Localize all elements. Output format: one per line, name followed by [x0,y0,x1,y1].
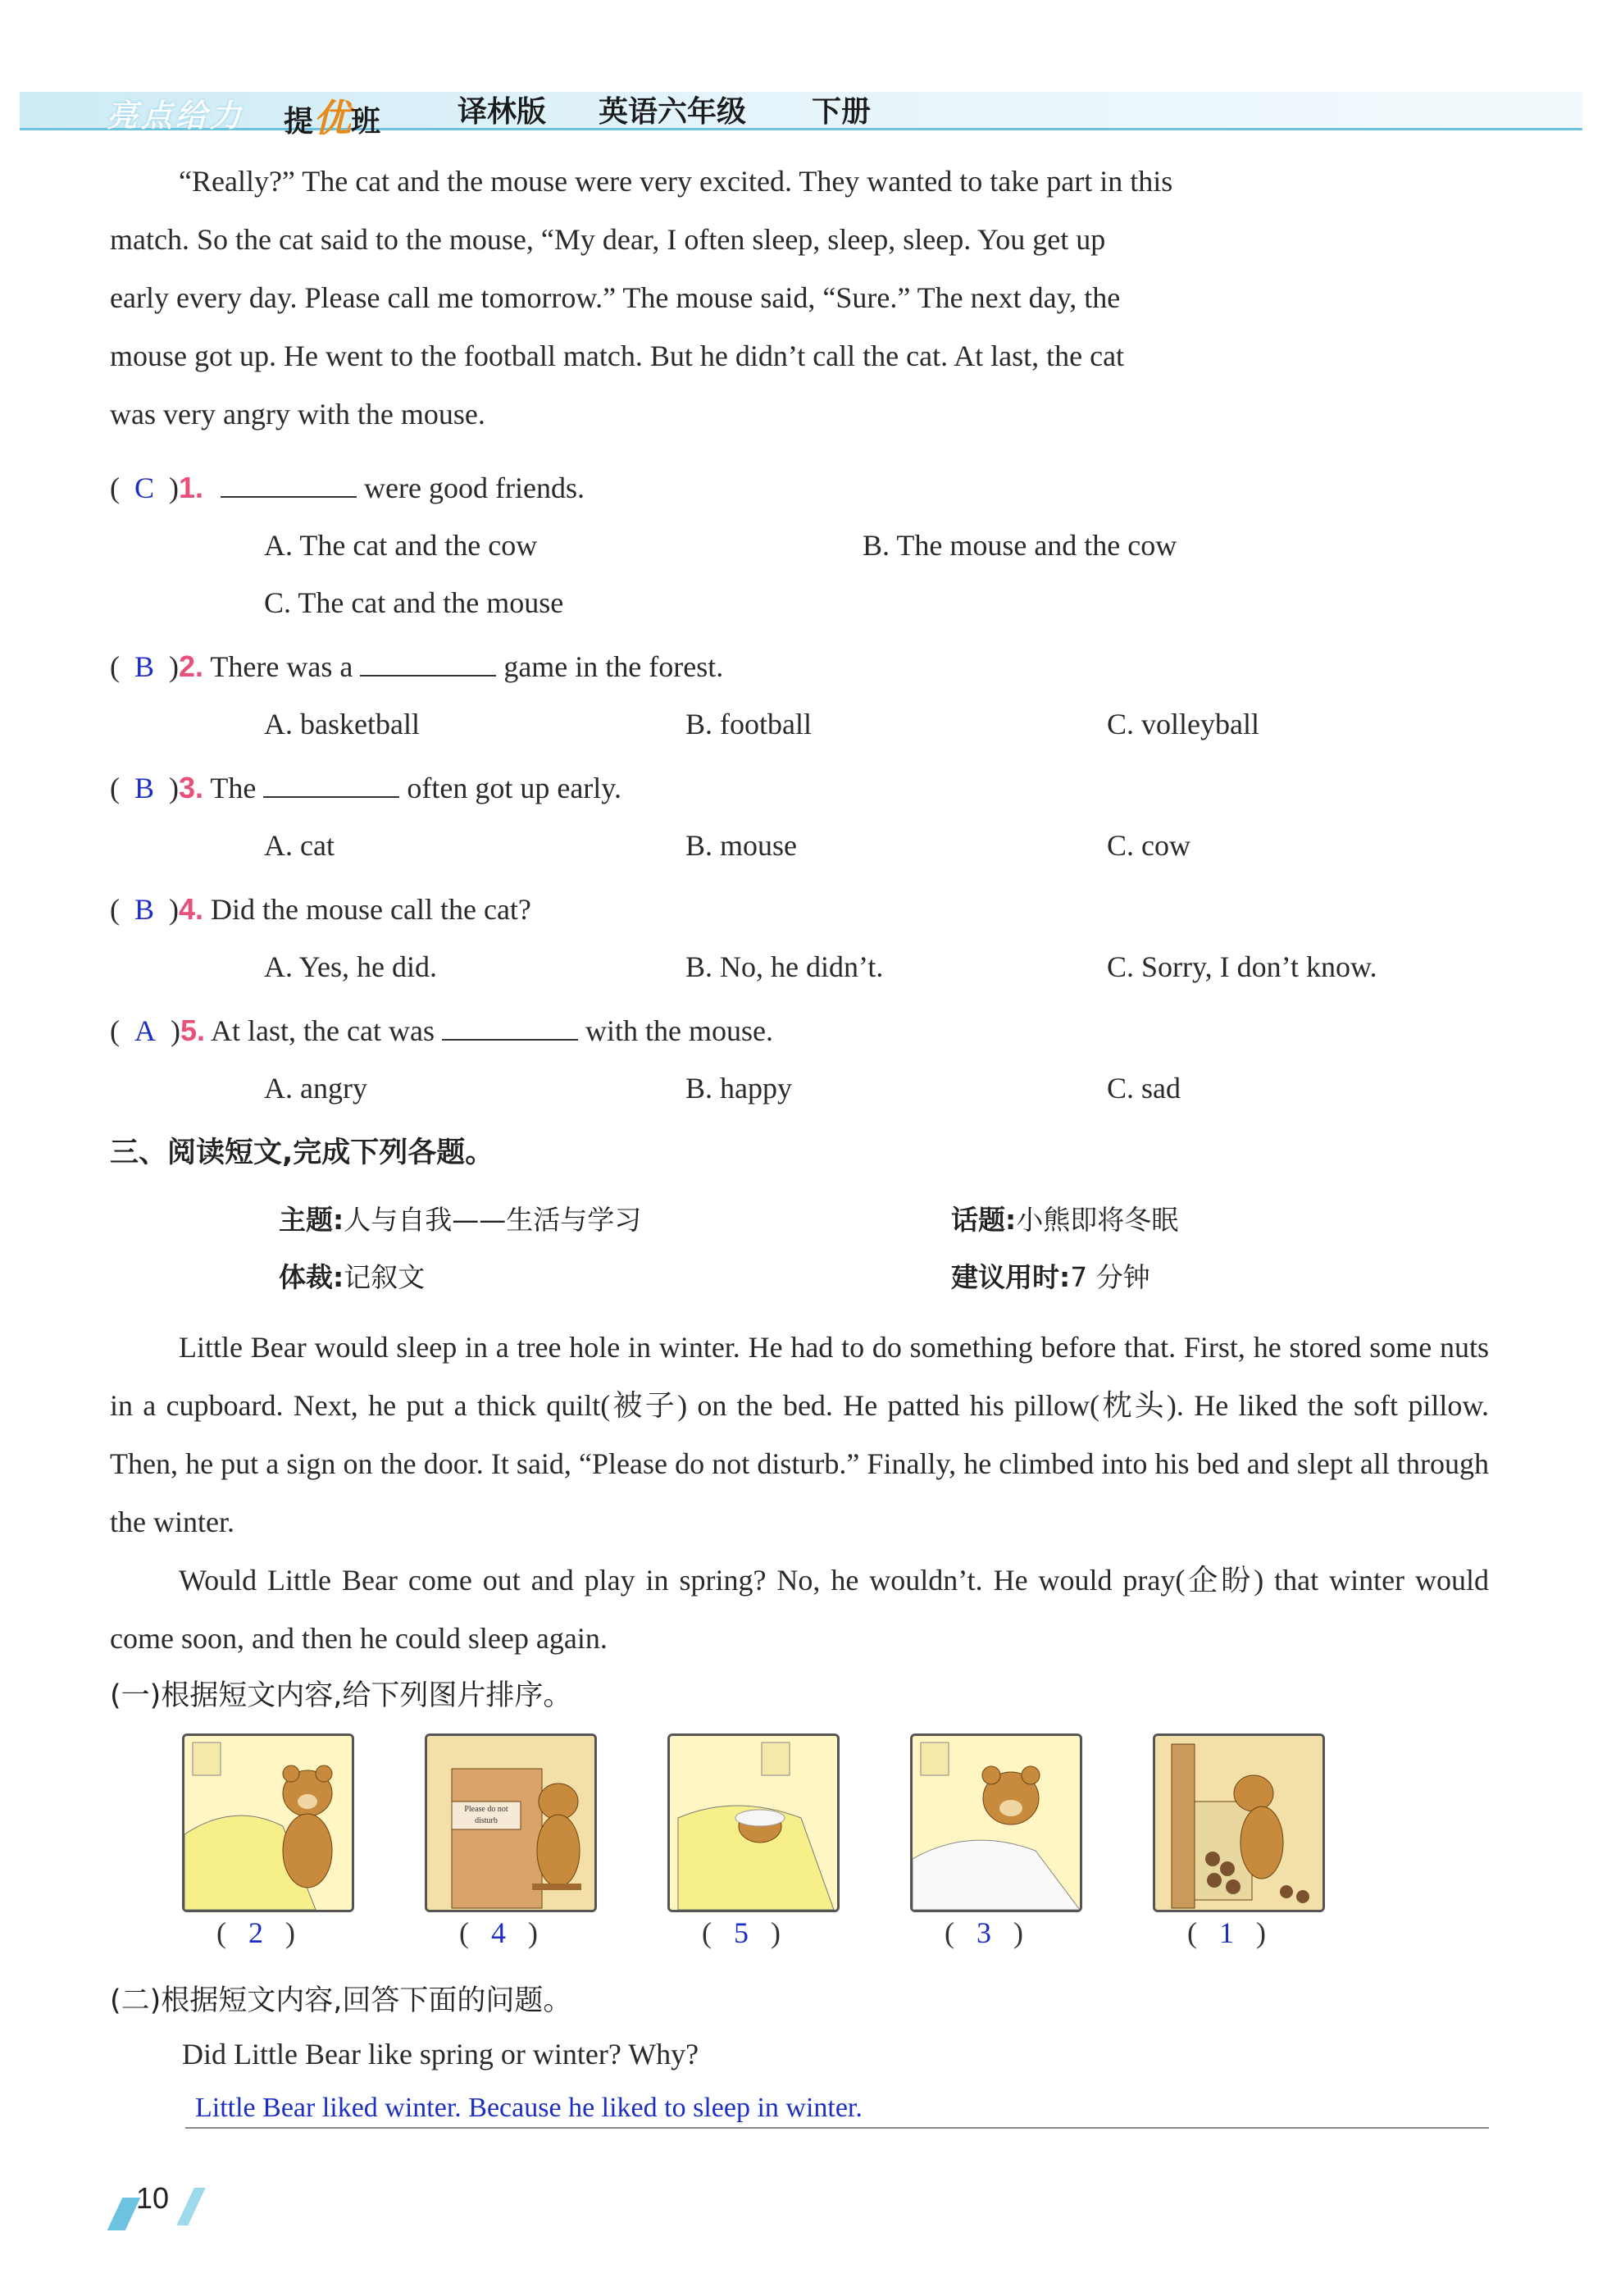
answer-blank [360,650,496,676]
subject-label: 英语六年级 [599,95,747,129]
question-text: At last, the cat was [211,1014,435,1047]
picture-order-1: ( 2 ) [216,1916,295,1949]
answer-mark: A [134,1014,156,1047]
option: B. football [685,708,812,740]
question-text: The [210,772,257,804]
passage-2-paragraph-1: Little Bear would sleep in a tree hole in winter. He had to do something before that. First, he stored some nuts in a cupboard. Next, he put a thick quilt(被子) on the bed. He patted his pillow(枕头). He liked the soft pillow. Then, he put a sign on the door. It said, “Please do not disturb.” Finally, he climbed into his bed and slept all through the winter. [110,1331,1489,1538]
question-4: ( B )4. Did the mouse call the cat? [110,892,531,926]
order-answer: 3 [976,1916,991,1949]
option: A. Yes, he did. [264,950,438,983]
question-text: game in the forest. [503,650,724,683]
question-3: ( B )3. The often got up early. [110,771,621,804]
question-1: ( C )1. were good friends. [110,471,585,504]
question-number: 2. [179,649,204,683]
question-number: 1. [179,471,204,504]
passage-2-paragraph-2: Would Little Bear come out and play in spring? No, he wouldn’t. He would pray(企盼) that winter would come soon, and then he could sleep again. [110,1564,1489,1655]
passage-line: match. So the cat said to the mouse, “My dear, I often sleep, sleep, sleep. You get up [110,223,1106,256]
question-text: were good friends. [364,472,585,504]
part-2-question: Did Little Bear like spring or winter? Why? [182,2038,699,2070]
header-band [20,92,1582,130]
volume-label: 下册 [812,95,872,129]
genre-meta: 体裁:记叙文 [279,1261,426,1293]
question-number: 3. [179,771,204,804]
question-text: with the mouse. [585,1014,773,1047]
answer-mark: C [134,472,155,504]
answer-mark: B [134,893,155,926]
part-2-title: (二)根据短文内容,回答下面的问题。 [110,1984,572,2017]
option: C. sad [1107,1072,1181,1105]
sign-text-line-2: disturb [475,1816,498,1825]
part-2-answer: Little Bear liked winter. Because he liked to sleep in winter. [195,2093,863,2123]
question-text: There was a [210,650,353,683]
option: B. mouse [685,829,798,862]
time-meta: 建议用时:7 分钟 [951,1261,1150,1293]
picture-order-3: ( 5 ) [702,1916,781,1949]
part-1-title: (一)根据短文内容,给下列图片排序。 [110,1679,572,1712]
header-brand-deco: 亮点给力 [107,99,245,134]
answer-mark: B [134,772,155,804]
question-2: ( B )2. There was a game in the forest. [110,649,724,683]
option: B. No, he didn’t. [685,950,884,983]
series-title: 提优班 [284,96,381,140]
picture-sign [425,1733,597,1912]
sign-text-line-1: Please do not [464,1805,508,1814]
order-answer: 4 [491,1916,506,1949]
answer-mark: B [134,650,155,683]
option: A. basketball [264,708,420,740]
option: A. angry [264,1072,367,1105]
option: C. Sorry, I don’t know. [1107,950,1377,983]
question-text: often got up early. [407,772,621,804]
order-answer: 5 [734,1916,749,1949]
answer-blank [263,772,399,798]
page-number-deco [176,2188,205,2225]
question-number: 4. [179,892,204,926]
option: A. The cat and the cow [264,529,538,562]
picture-order-2: ( 4 ) [459,1916,538,1949]
option: C. The cat and the mouse [264,586,564,619]
picture-order-5: ( 1 ) [1187,1916,1266,1949]
order-answer: 1 [1219,1916,1234,1949]
page-number: 10 [136,2181,170,2215]
section-3-title: 三、阅读短文,完成下列各题。 [110,1137,494,1169]
option: C. cow [1107,829,1190,862]
picture-nuts [1153,1733,1325,1912]
picture-quilt [182,1733,354,1912]
question-5: ( A )5. At last, the cat was with the mouse. [110,1014,773,1047]
theme-meta: 主题:人与自我——生活与学习 [279,1204,642,1236]
passage-line: “Really?” The cat and the mouse were very excited. They wanted to take part in this [179,165,1173,198]
answer-line [185,2127,1489,2129]
picture-sleeping [667,1733,840,1912]
answer-blank [442,1014,578,1041]
answer-blank [221,472,357,498]
option: A. cat [264,829,335,862]
passage-line: was very angry with the mouse. [110,398,485,430]
question-number: 5. [180,1014,206,1047]
header-rule [20,128,1582,130]
option: B. The mouse and the cow [863,529,1177,562]
question-text: Did the mouse call the cat? [211,893,531,926]
series-title-highlight: 优 [313,96,352,140]
picture-order-4: ( 3 ) [945,1916,1023,1949]
option: C. volleyball [1107,708,1259,740]
topic-meta: 话题:小熊即将冬眠 [951,1204,1179,1236]
picture-pillow [910,1733,1082,1912]
order-answer: 2 [248,1916,263,1949]
edition-label: 译林版 [458,95,547,129]
option: B. happy [685,1072,792,1105]
passage-line: early every day. Please call me tomorrow.” The mouse said, “Sure.” The next day, the [110,281,1121,314]
passage-line: mouse got up. He went to the football match. But he didn’t call the cat. At last, the cat [110,339,1125,372]
